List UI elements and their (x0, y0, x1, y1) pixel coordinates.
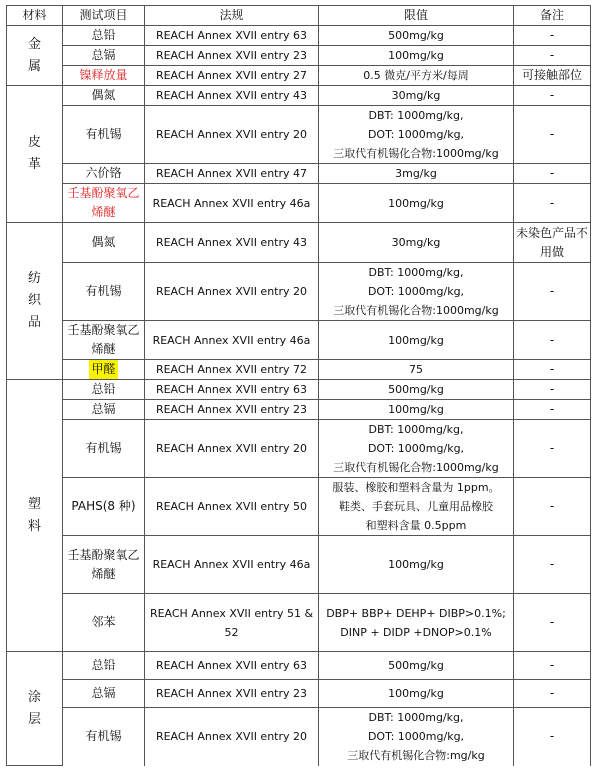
limit-line: 三取代有机锡化合物:1000mg/kg (333, 147, 499, 160)
test-item-cell (63, 380, 145, 400)
limit-cell (319, 680, 514, 708)
header-note: 备注 (514, 6, 591, 26)
table-row (7, 184, 591, 223)
table-row (7, 680, 591, 708)
test-item-cell (63, 164, 145, 184)
limit-line: DINP + DIDP +DNOP>0.1% (340, 625, 492, 639)
test-item-cell (63, 263, 145, 321)
test-item-cell (63, 321, 145, 360)
regulation-cell: REACH Annex XVII entry 23 (145, 400, 319, 420)
test-item-label: 总铅 (91, 658, 116, 672)
regulation-cell: REACH Annex XVII entry 43 (145, 86, 319, 106)
test-item-label: 有机锡 (85, 127, 122, 141)
test-item-cell (63, 223, 145, 263)
limit-line: DBT: 1000mg/kg, (368, 711, 464, 725)
test-item-cell (63, 420, 145, 478)
limit-line: DOT: 1000mg/kg, (367, 285, 465, 298)
regulation-cell: REACH Annex XVII entry 20 (145, 106, 319, 164)
note-cell: - (514, 26, 591, 46)
limit-cell (319, 223, 514, 263)
regulation-cell: REACH Annex XVII entry 20 (145, 420, 319, 478)
regulation-cell: REACH Annex XVII entry 20 (145, 263, 319, 321)
limit-line: DOT: 1000mg/kg, (367, 128, 465, 141)
table-row (7, 86, 591, 106)
limit-cell (319, 594, 514, 652)
test-item-cell (63, 652, 145, 680)
test-item-cell (63, 400, 145, 420)
limit-line: 100mg/kg (388, 333, 444, 347)
test-item-cell (63, 708, 145, 766)
note-cell: - (514, 652, 591, 680)
limit-line: DOT: 1000mg/kg, (367, 442, 465, 455)
material-cell-plastic (7, 380, 63, 652)
limit-cell (319, 536, 514, 594)
regulation-cell: REACH Annex XVII entry 72 (145, 360, 319, 380)
material-char: 纺 (27, 271, 41, 286)
test-item-label: 镍释放量 (79, 68, 128, 82)
limit-line: 0.5 微克/平方米/每周 (363, 69, 469, 82)
limit-cell (319, 478, 514, 536)
table-row (7, 26, 591, 46)
limit-line: 服装、橡胶和塑料含量为 1ppm。 (332, 481, 500, 494)
limit-cell (319, 106, 514, 164)
material-char: 织 (27, 293, 41, 308)
table-row (7, 164, 591, 184)
limit-line: DBT: 1000mg/kg, (368, 266, 464, 279)
limit-line: 500mg/kg (388, 29, 444, 42)
note-cell: - (514, 46, 591, 66)
test-item-label: 壬基酚聚氧乙烯醚 (67, 186, 140, 219)
limit-cell (319, 321, 514, 360)
header-regulation: 法规 (145, 6, 319, 26)
table-row (7, 594, 591, 652)
note-cell: - (514, 263, 591, 321)
regulation-cell: REACH Annex XVII entry 47 (145, 164, 319, 184)
limit-cell (319, 420, 514, 478)
test-item-label: 有机锡 (85, 284, 122, 298)
note-cell: - (514, 360, 591, 380)
test-item-label: 总镉 (91, 686, 116, 700)
table-row (7, 652, 591, 680)
limit-line: 100mg/kg (388, 196, 444, 210)
limit-line: 75 (409, 363, 423, 376)
test-item-label: 偶氮 (91, 88, 116, 102)
table-row (7, 66, 591, 86)
limit-line: 30mg/kg (391, 236, 441, 249)
regulation-cell: REACH Annex XVII entry 63 (145, 380, 319, 400)
test-item-label: 甲醛 (89, 360, 117, 379)
note-cell: - (514, 380, 591, 400)
limit-cell (319, 708, 514, 766)
regulation-cell: REACH Annex XVII entry 46a (145, 536, 319, 594)
regulation-cell: REACH Annex XVII entry 63 (145, 652, 319, 680)
note-cell: - (514, 164, 591, 184)
limit-line: 三取代有机锡化合物:1000mg/kg (333, 461, 499, 474)
test-item-cell (63, 86, 145, 106)
regulation-cell: REACH Annex XVII entry 50 (145, 478, 319, 536)
limit-cell (319, 184, 514, 223)
table-row (7, 360, 591, 380)
test-item-cell (63, 184, 145, 223)
limit-cell (319, 652, 514, 680)
test-item-cell (63, 478, 145, 536)
test-item-label: 总铅 (91, 28, 116, 42)
limit-line: 3mg/kg (395, 167, 437, 180)
material-cell-textile (7, 223, 63, 380)
limit-line: 鞋类、手套玩具、儿童用品橡胶 (339, 500, 493, 513)
test-item-cell (63, 46, 145, 66)
limit-cell (319, 164, 514, 184)
regulation-cell: REACH Annex XVII entry 51 & 52 (145, 594, 319, 652)
limit-line: 500mg/kg (388, 383, 444, 396)
material-cell-coating (7, 652, 63, 766)
note-cell: - (514, 106, 591, 164)
test-item-label: PAHS(8 种) (71, 499, 136, 513)
limit-line: 500mg/kg (388, 659, 444, 672)
limit-line: 100mg/kg (388, 49, 444, 62)
regulation-cell: REACH Annex XVII entry 20 (145, 708, 319, 766)
test-item-label: 总铅 (91, 382, 116, 396)
limit-cell (319, 360, 514, 380)
test-item-label: 总镉 (91, 402, 116, 416)
note-cell: - (514, 321, 591, 360)
test-item-cell (63, 26, 145, 46)
test-item-cell (63, 66, 145, 86)
table-row (7, 478, 591, 536)
note-cell: - (514, 86, 591, 106)
limit-line: 100mg/kg (388, 558, 444, 571)
note-cell: - (514, 536, 591, 594)
table-row (7, 536, 591, 594)
material-cell-metal (7, 26, 63, 86)
note-cell: - (514, 478, 591, 536)
note-cell: - (514, 400, 591, 420)
regulation-cell: REACH Annex XVII entry 46a (145, 321, 319, 360)
limit-cell (319, 26, 514, 46)
header-row (7, 6, 591, 26)
limit-cell (319, 400, 514, 420)
test-item-label: 六价铬 (85, 166, 122, 180)
note-cell: - (514, 680, 591, 708)
regulation-cell: REACH Annex XVII entry 23 (145, 680, 319, 708)
limit-cell (319, 263, 514, 321)
test-item-label: 壬基酚聚氧乙烯醚 (67, 547, 140, 581)
material-char: 金 (27, 36, 41, 52)
header-limit: 限值 (319, 6, 514, 26)
material-char: 品 (27, 315, 41, 330)
limit-cell (319, 86, 514, 106)
material-char: 属 (27, 58, 41, 74)
regulation-cell: REACH Annex XVII entry 23 (145, 46, 319, 66)
note-cell: 可接触部位 (514, 66, 591, 86)
table-row (7, 46, 591, 66)
table-row (7, 400, 591, 420)
material-char: 涂 (27, 689, 41, 705)
test-item-cell (63, 106, 145, 164)
material-char: 皮 (27, 135, 41, 150)
limit-line: 和塑料含量 0.5ppm (365, 519, 467, 532)
material-cell-leather (7, 86, 63, 223)
test-item-label: 有机锡 (85, 441, 122, 455)
test-item-label: 偶氮 (91, 235, 116, 249)
note-cell: - (514, 594, 591, 652)
table-row (7, 223, 591, 263)
table-row (7, 420, 591, 478)
material-char: 料 (27, 518, 41, 534)
reach-limits-table (6, 5, 591, 766)
limit-line: DBT: 1000mg/kg, (368, 109, 464, 122)
limit-cell (319, 380, 514, 400)
header-item: 测试项目 (63, 6, 145, 26)
header-material: 材料 (7, 6, 63, 26)
table-row (7, 708, 591, 766)
limit-line: 三取代有机锡化合物:mg/kg (347, 749, 485, 763)
test-item-label: 邻苯 (91, 615, 116, 629)
table-row (7, 106, 591, 164)
material-char: 塑 (27, 496, 41, 512)
material-char: 革 (27, 157, 41, 172)
regulation-cell: REACH Annex XVII entry 27 (145, 66, 319, 86)
limit-line: 三取代有机锡化合物:1000mg/kg (333, 304, 499, 317)
limit-line: DOT: 1000mg/kg, (367, 730, 465, 744)
test-item-label: 壬基酚聚氧乙烯醚 (67, 323, 140, 356)
limit-line: 100mg/kg (388, 687, 444, 700)
regulation-cell: REACH Annex XVII entry 46a (145, 184, 319, 223)
note-cell: - (514, 708, 591, 766)
test-item-label: 总镉 (91, 48, 116, 62)
material-char: 层 (27, 711, 41, 727)
limit-line: 30mg/kg (391, 89, 441, 102)
table-row (7, 263, 591, 321)
test-item-cell (63, 360, 145, 380)
limit-cell (319, 66, 514, 86)
test-item-cell (63, 594, 145, 652)
table-row (7, 380, 591, 400)
limit-line: DBT: 1000mg/kg, (368, 423, 464, 436)
table-row (7, 321, 591, 360)
table-body (7, 26, 591, 766)
regulation-cell: REACH Annex XVII entry 43 (145, 223, 319, 263)
test-item-cell (63, 536, 145, 594)
limit-line: DBP+ BBP+ DEHP+ DIBP>0.1%; (326, 606, 506, 620)
regulation-cell: REACH Annex XVII entry 63 (145, 26, 319, 46)
limit-line: 100mg/kg (388, 403, 444, 416)
note-cell: - (514, 184, 591, 223)
note-cell: - (514, 420, 591, 478)
test-item-label: 有机锡 (85, 729, 122, 744)
test-item-cell (63, 680, 145, 708)
note-cell: 未染色产品不用做 (514, 223, 591, 263)
limit-cell (319, 46, 514, 66)
